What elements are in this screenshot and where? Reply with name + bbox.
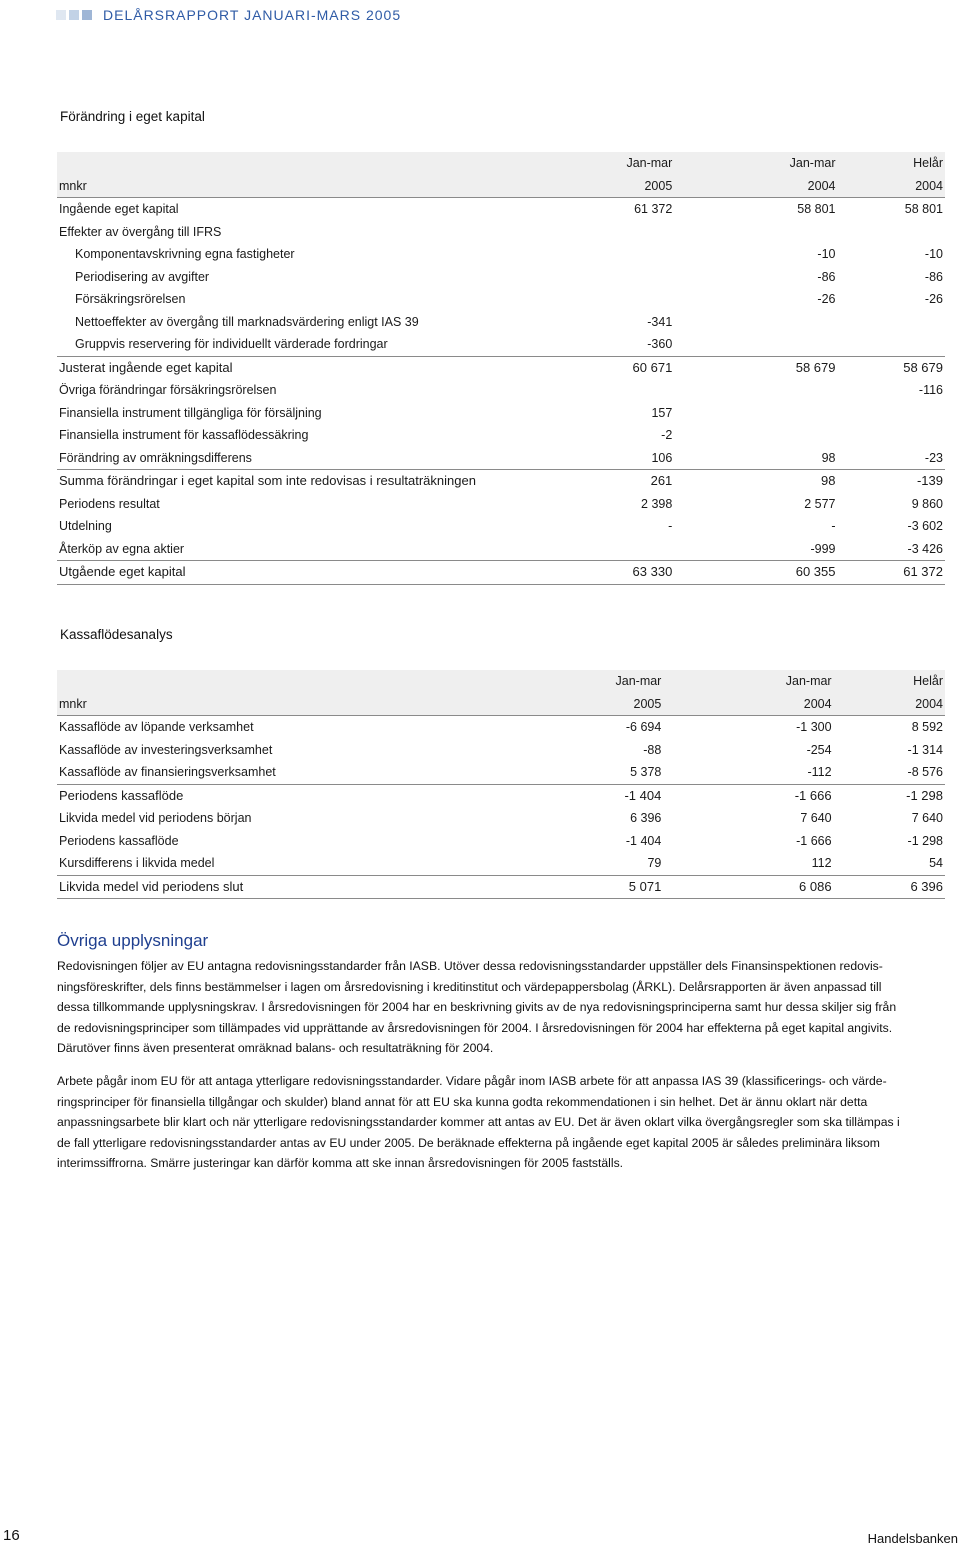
row-label: Summa förändringar i eget kapital som inte redovisas i resultaträkningen	[57, 470, 532, 493]
table-row	[57, 515, 945, 538]
cashflow-table	[57, 670, 945, 899]
row-value: -8 576	[907, 765, 943, 779]
row-value: Jan-mar	[674, 152, 837, 175]
row-value: 58 801	[904, 202, 943, 216]
row-value: -3 426	[907, 541, 943, 556]
row-value: -1 298	[834, 784, 945, 807]
row-value: 54	[929, 856, 943, 870]
row-value	[837, 402, 945, 425]
row-value: -1 300	[796, 720, 832, 734]
table-row	[57, 807, 945, 830]
table-row	[57, 198, 945, 221]
row-value: -116	[918, 383, 943, 397]
row-value: 2 398	[641, 496, 673, 511]
row-value: -23	[924, 450, 943, 465]
paragraph-line: de redovisningsprinciper som tillämpades vid upprättande av årsredovisningen för 2004. I årsredovisningen för 2004 har effekterna på eget kapital angivits.	[57, 1020, 893, 1035]
row-value	[532, 221, 674, 244]
row-label: Justerat ingående eget kapital	[57, 356, 532, 379]
row-label: Utgående eget kapital	[57, 561, 532, 585]
row-value: 61 372	[634, 202, 673, 216]
row-value: -1 298	[907, 833, 943, 848]
row-value: 7 640	[800, 811, 832, 825]
row-value: -	[831, 519, 836, 533]
row-label: Kassaflöde av finansieringsverksamhet	[59, 765, 276, 779]
cashflow-section-title: Kassaflödesanalys	[60, 627, 173, 642]
row-label: Förändring av omräkningsdifferens	[59, 450, 252, 465]
row-value: 106	[651, 450, 673, 465]
row-label: Finansiella instrument tillgängliga för försäljning	[59, 405, 322, 420]
row-value: Helår	[834, 670, 945, 693]
row-value: 58 679	[674, 356, 837, 379]
paragraph-line: ringsprinciper för finansiella tillgångar och skulder) bland annat för att EU ska kunna godta rekommendationen i sin helhet. Det är ännu oklart när detta	[57, 1094, 868, 1109]
row-label: Periodens kassaflöde	[59, 833, 179, 848]
row-value: 7 640	[911, 811, 943, 825]
row-value	[674, 221, 837, 244]
table-header-row	[57, 670, 945, 693]
row-value: 2005	[532, 175, 674, 198]
paragraph-line: ningsföreskrifter, dels finns bestämmelser i lagen om årsredovisning i kreditinstitut och värdepappersbolag (ÅRKL). Delårsrapporten är även anpassad till	[57, 979, 882, 994]
table-row	[57, 356, 945, 379]
row-value: 5 378	[630, 765, 662, 779]
row-value	[532, 243, 674, 266]
row-value: 5 071	[516, 875, 664, 899]
table-row	[57, 561, 945, 585]
row-value: -10	[817, 247, 836, 261]
row-value: -26	[924, 292, 943, 306]
table-row	[57, 288, 945, 311]
row-value: 2004	[834, 693, 945, 716]
paragraph-line: de fall ytterligare redovisningsstandarder antas av EU under 2005. De beräknade effekterna på ingående eget kapital 2005 är således preliminära liksom	[57, 1135, 880, 1150]
row-label: Utdelning	[59, 519, 112, 533]
row-value	[837, 333, 945, 356]
row-value	[532, 538, 674, 561]
row-value: Jan-mar	[663, 670, 833, 693]
table-row	[57, 402, 945, 425]
row-label: Periodisering av avgifter	[75, 269, 210, 284]
row-value: -1 666	[796, 833, 832, 848]
paragraph-line: dessa tillkommande upplysningskrav. I årsredovisningen för 2004 har en beskrivning givits av de nya redovisningsprinciperna samt hur dessa skiljer sig från	[57, 1000, 897, 1015]
row-value: 157	[651, 405, 673, 420]
row-value: 112	[811, 856, 832, 870]
row-label: Övriga förändringar försäkringsrörelsen	[59, 383, 277, 397]
row-value: 58 679	[837, 356, 945, 379]
row-value: 2004	[674, 175, 837, 198]
row-label: Effekter av övergång till IFRS	[59, 224, 222, 239]
header-square-icon	[56, 10, 66, 20]
row-value	[674, 333, 837, 356]
row-value	[674, 311, 837, 334]
row-value: 2 577	[804, 496, 836, 511]
table-row	[57, 852, 945, 875]
row-value: -360	[647, 337, 673, 351]
row-label: Finansiella instrument för kassaflödessäkring	[59, 428, 309, 442]
row-value: -1 314	[907, 742, 943, 757]
row-label: Likvida medel vid periodens slut	[57, 875, 516, 899]
row-value: 9 860	[911, 496, 943, 511]
row-value: 6 086	[663, 875, 833, 899]
row-label: Periodens resultat	[59, 496, 160, 511]
row-label: Ingående eget kapital	[59, 202, 179, 216]
paragraph-line: interimssiffrorna. Smärre justeringar kan därför komma att ske innan årsredovisningen för 2005 fastställs.	[57, 1156, 624, 1171]
table-row	[57, 333, 945, 356]
row-value: -88	[643, 742, 662, 757]
row-label: Gruppvis reservering för individuellt värderade fordringar	[75, 337, 388, 351]
row-value	[532, 266, 674, 289]
row-value: -112	[807, 765, 832, 779]
row-value: -3 602	[907, 519, 943, 533]
row-value: 79	[647, 856, 662, 870]
table-header-row	[57, 175, 945, 198]
table-row	[57, 761, 945, 784]
table-row	[57, 243, 945, 266]
row-value: -341	[647, 314, 673, 329]
row-label: Kassaflöde av investeringsverksamhet	[59, 742, 273, 757]
row-value: -1 666	[663, 784, 833, 807]
row-label: Periodens kassaflöde	[57, 784, 516, 807]
row-value: 63 330	[532, 561, 674, 585]
table-row	[57, 739, 945, 762]
row-value: -	[668, 519, 673, 533]
info-paragraph-2	[57, 1071, 957, 1174]
row-value: 61 372	[837, 561, 945, 585]
row-value	[837, 221, 945, 244]
header-square-icon	[82, 10, 92, 20]
row-value: Helår	[837, 152, 945, 175]
report-title: DELÅRSRAPPORT JANUARI-MARS 2005	[103, 7, 402, 23]
row-label: Kassaflöde av löpande verksamhet	[59, 720, 254, 734]
row-value: -26	[817, 292, 836, 306]
row-value: -1 404	[625, 833, 662, 848]
row-value: -86	[924, 269, 943, 284]
row-value: -254	[806, 742, 832, 757]
row-value: 261	[532, 470, 674, 493]
paragraph-line: Därutöver finns även presenterat omräknad balans- och resultaträkning för 2004.	[57, 1041, 494, 1056]
row-value	[532, 379, 674, 402]
table-header-row	[57, 693, 945, 716]
table-row	[57, 424, 945, 447]
row-value: -2	[661, 428, 673, 442]
row-value: Jan-mar	[532, 152, 674, 175]
row-value	[837, 424, 945, 447]
row-label: mnkr	[57, 175, 532, 198]
table-row	[57, 470, 945, 493]
table-row	[57, 447, 945, 470]
row-value: 8 592	[911, 720, 943, 734]
row-value	[674, 402, 837, 425]
table-row	[57, 266, 945, 289]
row-value: 98	[821, 450, 836, 465]
row-value	[674, 379, 837, 402]
equity-section-title: Förändring i eget kapital	[60, 109, 205, 124]
table-row	[57, 221, 945, 244]
row-value	[674, 424, 837, 447]
row-value: -10	[924, 247, 943, 261]
info-section-title: Övriga upplysningar	[57, 931, 209, 950]
row-label: mnkr	[57, 693, 516, 716]
table-header-row	[57, 152, 945, 175]
row-value: 58 801	[797, 202, 836, 216]
row-label: Komponentavskrivning egna fastigheter	[75, 247, 295, 261]
row-value	[532, 288, 674, 311]
equity-table	[57, 152, 945, 585]
row-value: 2004	[663, 693, 833, 716]
table-row	[57, 311, 945, 334]
paragraph-line: Redovisningen följer av EU antagna redovisningsstandarder från IASB. Utöver dessa redovisningsstandarder uppställer dels Finansinspektionen redovis-	[57, 959, 883, 973]
header-square-icon	[69, 10, 79, 20]
row-value: 2005	[516, 693, 664, 716]
table-row	[57, 538, 945, 561]
footer-brand: Handelsbanken	[867, 1531, 958, 1546]
table-row	[57, 716, 945, 739]
row-value: 6 396	[834, 875, 945, 899]
row-value: 60 355	[674, 561, 837, 585]
row-value	[837, 311, 945, 334]
row-value: -139	[837, 470, 945, 493]
row-value: 98	[674, 470, 837, 493]
report-header	[56, 6, 401, 24]
paragraph-line: Arbete pågår inom EU för att antaga ytterligare redovisningsstandarder. Vidare pågår inom IASB arbete för att anpassa IAS 39 (klassificerings- och värde-	[57, 1074, 887, 1088]
paragraph-line: anpassningsarbete blir klart och när ytterligare redovisningsstandarder kommer att antas av EU. Det är även oklart vilka övergångsregler som ska tillämpas i	[57, 1115, 900, 1130]
row-value: -1 404	[516, 784, 664, 807]
row-value: 6 396	[630, 811, 662, 825]
row-value: -86	[817, 269, 836, 284]
row-label: Likvida medel vid periodens början	[59, 811, 252, 825]
table-row	[57, 493, 945, 516]
table-row	[57, 830, 945, 853]
table-row	[57, 784, 945, 807]
row-label: Försäkringsrörelsen	[75, 292, 186, 306]
row-label	[57, 152, 532, 175]
row-label: Nettoeffekter av övergång till marknadsvärdering enligt IAS 39	[75, 314, 419, 329]
row-label: Kursdifferens i likvida medel	[59, 856, 215, 870]
table-row	[57, 875, 945, 899]
page-number: 16	[3, 1527, 20, 1544]
row-label: Återköp av egna aktier	[59, 541, 185, 556]
row-value: Jan-mar	[516, 670, 664, 693]
info-paragraph-1	[57, 956, 957, 1059]
row-value: 60 671	[532, 356, 674, 379]
row-value: -999	[810, 541, 836, 556]
row-label	[57, 670, 516, 693]
row-value: 2004	[837, 175, 945, 198]
row-value: -6 694	[625, 720, 662, 734]
table-row	[57, 379, 945, 402]
